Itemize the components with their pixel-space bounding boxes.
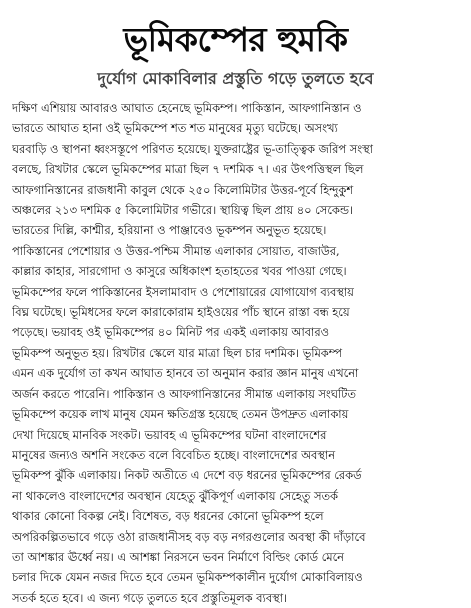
body-line: দেখা দিয়েছে মানবিক সংকট। ভয়াবহ এ ভূমিকম্পের ঘটনা বাংলাদেশের [12, 427, 327, 442]
body-line: অর্জন করতে পারেনি। পাকিস্তান ও আফগানিস্তানের সীমান্ত এলাকায় সংঘটিত [12, 386, 356, 401]
body-line: ভারতের দিল্লি, কাশ্মীর, হরিয়ানা ও পাঞ্জাবেও ভূকম্পন অনুভূত হয়েছে। [12, 223, 327, 238]
body-line: অপরিকল্পিতভাবে গড়ে ওঠা রাজধানীসহ বড় বড় নগরগুলোর অবস্থা কী দাঁড়াবে [12, 529, 366, 544]
subheadline: দুর্যোগ মোকাবিলার প্রস্তুতি গড়ে তুলতে হবে [97, 69, 374, 88]
body-line: এমন এক দুর্যোগ তা কখন আঘাত হানবে তা অনুমান করার জ্ঞান মানুষ এখনো [12, 366, 359, 381]
body-line: বলছে, রিখটার স্কেলে ভূমিকম্পের মাত্রা ছিল ৭ দশমিক ৭। এর উৎপত্তিস্থল ছিল [12, 162, 364, 177]
body-line: ভূমিকম্পের ফলে পাকিস্তানের ইসলামাবাদ ও পেশোয়ারের যোগাযোগ ব্যবস্থায় [12, 284, 354, 299]
body-line: পড়েছে। ভয়াবহ ওই ভূমিকম্পের ৪০ মিনিট পর একই এলাকায় আবারও [12, 325, 330, 340]
body-line: ভূমিকম্প ঝুঁকি এলাকায়। নিকট অতীতে এ দেশে বড় ধরনের ভূমিকম্পের রেকর্ড [12, 468, 362, 483]
headline: ভূমিকম্পের হুমকি [123, 20, 348, 59]
body-line: চলার দিকে যেমন নজর দিতে হবে তেমন ভূমিকম্পকালীন দুর্যোগ মোকাবিলায়ও [12, 570, 363, 585]
body-line: সতর্ক হতে হবে। এ জন্য গড়ে তুলতে হবে প্রস্তুতিমূলক ব্যবস্থা। [12, 590, 288, 605]
body-line: না থাকলেও বাংলাদেশের অবস্থান যেহেতু ঝুঁকিপূর্ণ এলাকায় সেহেতু সতর্ক [12, 488, 338, 503]
body-line: ভারতে আঘাত হানা ওই ভূমিকম্পে শত শত মানুষের মৃত্যু ঘটেছে। অসংখ্য [12, 121, 338, 136]
body-line: দক্ষিণ এশিয়ায় আবারও আঘাত হেনেছে ভূমিকম্প। পাকিস্তান, আফগানিস্তান ও [12, 101, 362, 115]
body-line: মানুষের জন্যও অশনি সংকেত বলে বিবেচিত হচ্ছে। বাংলাদেশের অবস্থান [12, 447, 335, 462]
body-line: ভূমিকম্পে কয়েক লাখ মানুষ যেমন ক্ষতিগ্রস্ত হয়েছে তেমন উপদ্রুত এলাকায় [12, 407, 349, 422]
body-line: ভূমিকম্প অনুভূত হয়। রিখটার স্কেলে যার মাত্রা ছিল চার দশমিক। ভূমিকম্প [12, 345, 342, 360]
body-line: অঞ্চলের ২১৩ দশমিক ৫ কিলোমিটার গভীরে। স্থায়িত্ব ছিল প্রায় ৪০ সেকেন্ড। [12, 203, 354, 218]
body-line: বিঘ্ন ঘটেছে। ভূমিধসের ফলে কারাকোরাম হাইওয়ের পাঁচ স্থানে রাস্তা বন্ধ হয়ে [12, 305, 350, 320]
body-line: তা আশঙ্কার ঊর্ধ্বে নয়। এ আশঙ্কা নিরসনে ভবন নির্মাণে বিল্ডিং কোর্ড মেনে [12, 549, 344, 564]
body-line: কাল্লার কাহার, সারগোদা ও কাসুরে অধিকাংশ হতাহতের খবর পাওয়া গেছে। [12, 264, 347, 279]
body-line: আফগানিস্তানের রাজধানী কাবুল থেকে ২৫০ কিলোমিটার উত্তর-পূর্বে হিন্দুকুশ [12, 182, 354, 197]
body-line: পাকিস্তানের পেশোয়ার ও উত্তর-পশ্চিম সীমান্ত এলাকার সোয়াত, বাজাউর, [12, 243, 340, 258]
body-line: ঘরবাড়ি ও স্থাপনা ধ্বংসস্তূপে পরিণত হয়েছে। যুক্তরাষ্ট্রের ভূ-তাত্ত্বিক জরিপ সংস্থা [12, 141, 373, 156]
body-line: থাকার কোনো বিকল্প নেই। বিশেষত, বড় ধরনের কোনো ভূমিকম্প হলে [12, 509, 324, 524]
article-body [12, 98, 460, 608]
